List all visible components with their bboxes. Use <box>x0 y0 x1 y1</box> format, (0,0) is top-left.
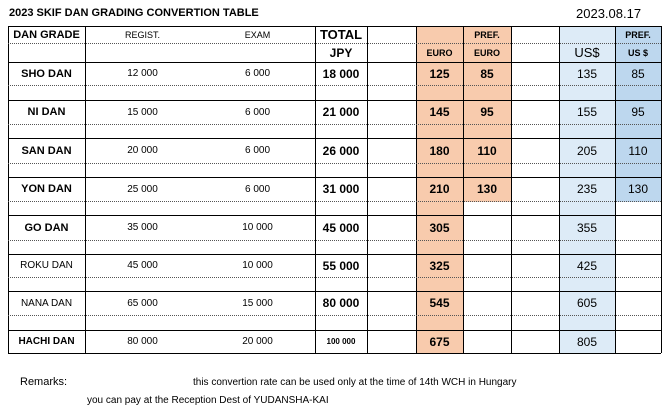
row-grade: HACHI DAN <box>18 336 75 347</box>
row-pref-usd: 110 <box>628 143 648 158</box>
header-dan-grade: DAN GRADE <box>13 28 80 41</box>
header-euro: EURO <box>426 47 453 58</box>
grid-line <box>8 85 661 86</box>
row-total: 26 000 <box>322 143 360 158</box>
row-total: 18 000 <box>322 66 360 81</box>
row-grade: ROKU DAN <box>20 260 73 271</box>
row-pref-usd: 130 <box>627 182 649 196</box>
row-euro: 545 <box>429 296 450 310</box>
header-total: TOTAL <box>319 27 363 42</box>
header-pref-euro-sub: EURO <box>473 47 500 58</box>
table-title: 2023 SKIF DAN GRADING CONVERTION TABLE <box>9 7 259 19</box>
row-regist: 45 000 <box>127 260 158 271</box>
grid-line <box>8 277 661 278</box>
grid-line <box>8 163 661 164</box>
row-pref-usd: 85 <box>631 66 645 81</box>
row-regist: 25 000 <box>127 183 158 195</box>
row-euro: 305 <box>429 220 450 235</box>
header-usd: US$ <box>574 45 600 60</box>
grid-line <box>8 315 661 316</box>
grid-line <box>8 353 661 354</box>
row-euro: 325 <box>429 258 450 273</box>
row-usd: 805 <box>576 334 598 349</box>
row-exam: 10 000 <box>242 222 273 233</box>
row-total: 100 000 <box>326 337 356 346</box>
remarks-line-2: you can pay at the Reception Dest of YUDANSHA-KAI <box>87 395 329 406</box>
grid-line <box>661 26 662 353</box>
row-grade: YON DAN <box>21 183 72 195</box>
header-pref-usd: PREF. <box>625 29 651 40</box>
row-pref-euro: 130 <box>476 182 498 196</box>
row-euro: 675 <box>429 334 450 349</box>
grid-line <box>511 26 512 353</box>
row-total: 21 000 <box>322 105 360 119</box>
row-grade: NI DAN <box>27 106 66 118</box>
row-exam: 10 000 <box>242 260 273 271</box>
row-total: 55 000 <box>322 258 360 273</box>
row-grade: NANA DAN <box>20 297 73 309</box>
header-pref-euro: PREF. <box>474 29 500 40</box>
header-pref-usd-sub: US $ <box>627 47 648 58</box>
row-regist: 65 000 <box>127 297 158 309</box>
row-regist: 35 000 <box>127 222 158 233</box>
row-pref-euro: 110 <box>477 143 497 158</box>
row-grade: SHO DAN <box>21 67 72 80</box>
grid-line <box>367 26 368 353</box>
remarks-line-1: this convertion rate can be used only at the time of 14th WCH in Hungary <box>193 377 517 388</box>
row-usd: 235 <box>576 182 598 196</box>
row-total: 31 000 <box>322 182 360 196</box>
row-euro: 145 <box>429 105 450 119</box>
row-euro: 210 <box>429 182 450 196</box>
row-exam: 15 000 <box>242 297 273 309</box>
row-grade: SAN DAN <box>21 144 72 157</box>
row-regist: 12 000 <box>127 68 158 79</box>
row-usd: 155 <box>576 105 598 119</box>
remarks-label: Remarks: <box>20 376 68 388</box>
header-exam: EXAM <box>244 29 271 40</box>
row-euro: 180 <box>429 143 450 158</box>
row-usd: 205 <box>576 143 598 158</box>
row-total: 80 000 <box>322 296 360 310</box>
row-exam: 6 000 <box>244 68 271 79</box>
row-grade: GO DAN <box>24 221 69 234</box>
row-total: 45 000 <box>322 220 360 235</box>
row-regist: 15 000 <box>127 106 158 118</box>
row-usd: 425 <box>576 258 598 273</box>
grid-line <box>8 201 661 202</box>
row-pref-euro: 95 <box>480 105 494 119</box>
row-usd: 355 <box>576 220 598 235</box>
row-exam: 6 000 <box>244 106 271 118</box>
row-exam: 6 000 <box>244 145 271 156</box>
row-usd: 605 <box>576 296 598 310</box>
header-jpy: JPY <box>329 45 353 60</box>
row-pref-usd: 95 <box>631 105 645 119</box>
header-regist: REGIST. <box>124 29 160 40</box>
row-pref-euro: 85 <box>480 66 494 81</box>
row-regist: 20 000 <box>127 145 158 156</box>
row-regist: 80 000 <box>127 336 158 347</box>
grid-line <box>8 240 661 241</box>
table-date: 2023.08.17 <box>576 6 642 21</box>
row-usd: 135 <box>576 66 598 81</box>
row-exam: 6 000 <box>244 183 271 195</box>
row-exam: 20 000 <box>242 336 273 347</box>
grid-line <box>8 124 661 125</box>
row-euro: 125 <box>429 66 450 81</box>
